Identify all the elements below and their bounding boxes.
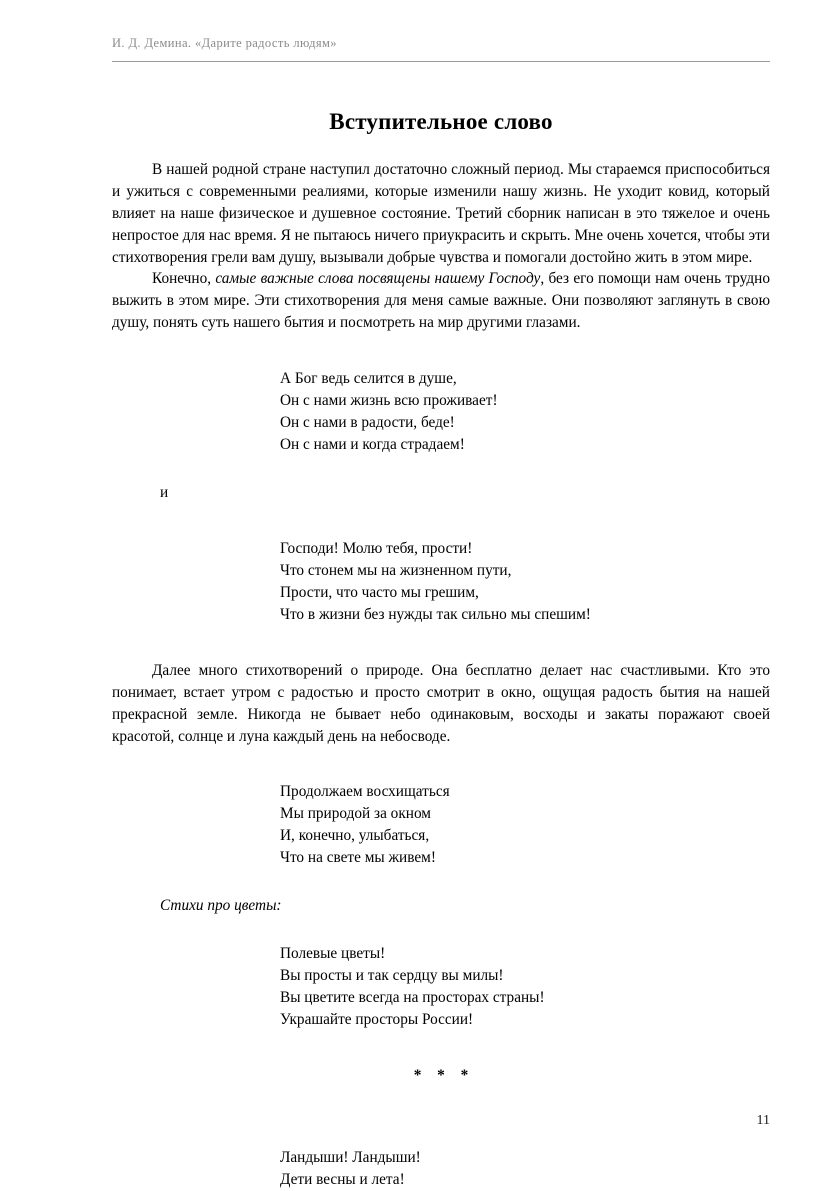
verse-line: Прости, что часто мы грешим, <box>280 583 479 601</box>
spacer <box>112 1087 770 1121</box>
paragraph-nature <box>112 660 770 748</box>
page-number: 11 <box>756 1113 770 1128</box>
paragraph-important-words <box>112 268 770 334</box>
spacer <box>112 1121 770 1147</box>
verse-block-lilies <box>280 1147 770 1191</box>
section-note-flowers: Стихи про цветы: <box>160 897 282 915</box>
verse-line: Дети весны и лета! <box>280 1170 405 1188</box>
verse-line: Ландыши! Ландыши! <box>280 1148 421 1166</box>
verse-line: Он с нами в радости, беде! <box>280 414 455 432</box>
spacer <box>112 917 770 943</box>
verse-line: Вы цветите всегда на просторах страны! <box>280 989 545 1006</box>
spacer <box>112 1031 770 1065</box>
section-divider-asterisks: * * * <box>413 1066 475 1084</box>
verse-line: Он с нами жизнь всю проживает! <box>280 392 498 410</box>
paragraph-intro-text: В нашей родной стране наступил достаточно сложный период. Мы стараемся приспособиться и ужиться с современными реалиями, которые изменили нашу жизнь. Не уходит ковид, который влияет на наше физическое и душевное состояние. Третий сборник написан в это тяжелое и очень непростое для нас время. Я не пытаюсь ничего приукрасить и скрыть. Мне очень хочется, чтобы эти стихотворения грели вам душу, вызывали добрые чувства и помогали достойно жить в этом мире. <box>112 160 770 266</box>
spacer <box>112 456 770 482</box>
verse-line: Что на свете мы живем! <box>280 849 436 867</box>
verse-line: Мы природой за окном <box>280 805 431 823</box>
paragraph-nature-text: Далее много стихотворений о природе. Она бесплатно делает нас счастливыми. Кто это понимает, встает утром с радостью и просто смотрит в окно, ощущая радость бытия на нашей прекрасной земле. Никогда не бывает небо одинаковым, восходы и закаты поражают своей красотой, солнце и луна каждый день на небосводе. <box>112 661 770 745</box>
spacer <box>112 747 770 781</box>
spacer <box>112 334 770 368</box>
paragraph-lead-text: Конечно, <box>152 270 216 288</box>
verse-line: Полевые цветы! <box>280 945 386 963</box>
verse-block-god-dwells <box>280 368 770 456</box>
verse-line: Что в жизни без нужды так сильно мы спешим! <box>280 605 591 623</box>
paragraph-intro <box>112 159 770 269</box>
running-head-text: И. Д. Демина. «Дарите радость людям» <box>112 36 337 50</box>
page-content <box>112 108 770 1191</box>
verse-block-lord-forgive <box>280 538 770 626</box>
spacer <box>112 869 770 895</box>
spacer <box>112 504 770 538</box>
verse-line: И, конечно, улыбаться, <box>280 827 430 845</box>
verse-line: Что стонем мы на жизненном пути, <box>280 561 512 579</box>
verse-line: Продолжаем восхищаться <box>280 783 450 801</box>
verse-block-field-flowers <box>280 943 770 1031</box>
verse-block-admire-nature <box>280 781 770 869</box>
running-head <box>112 36 770 51</box>
header-rule-divider <box>112 61 770 62</box>
connector-and: и <box>160 484 169 501</box>
verse-line: Украшайте просторы России! <box>280 1010 474 1028</box>
verse-line: Господи! Молю тебя, прости! <box>280 539 473 557</box>
spacer <box>112 626 770 660</box>
verse-line: Вы просты и так сердцу вы милы! <box>280 967 504 985</box>
paragraph-tail-text: , без его помощи нам очень трудно выжить в этом мире. Эти стихотворения для меня самые важные. Они позволяют заглянуть в свою душу, понять суть нашего бытия и посмотреть на мир другими глазами. <box>112 270 770 332</box>
verse-line: А Бог ведь селится в душе, <box>280 370 457 388</box>
verse-line: Он с нами и когда страдаем! <box>280 436 465 454</box>
emphasis-important-words: самые важные слова посвящены нашему Господу <box>215 270 541 288</box>
chapter-title: Вступительное слово <box>329 109 553 134</box>
